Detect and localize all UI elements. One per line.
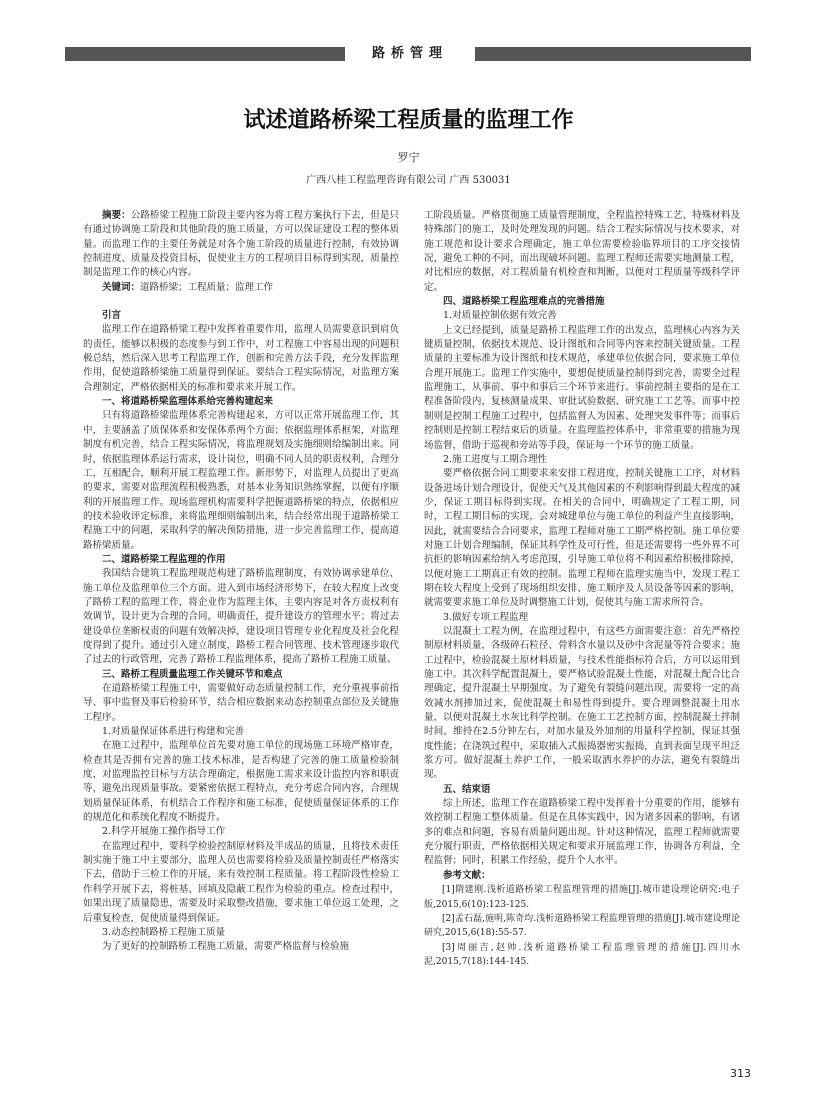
- paragraph: 综上所述，监理工作在道路桥梁工程中发挥着十分重要的作用，能够有效控制工程施工整体质量。但是在具体实践中，因为诸多因素的影响，有诸多的难点和问题，容易有质量问题出现。针对这种情况，监理工程师就需要充分履行职责，严格依据相关规定和要求开展监理工作，协调各方利益，全程监督；同时，积累工作经验，提升个人水平。: [424, 798, 740, 867]
- heading-section-1: 一、将道路桥梁监理体系给完善构建起来: [102, 396, 274, 408]
- subheading: 2.施工进度与工期合理性: [443, 453, 548, 465]
- paragraph: 上文已经提到，质量是路桥工程监理工作的出发点，监理核心内容为关键质量控制，依据技术规范、设计图纸和合同等内容来控制关键质量。工程质量的主要标准为设计图纸和技术规范，承建单位依据合同，要求施工单位合理开展施工。监理工作实施中，要想促使质量控制得到完善，需要全过程监理施工，从事前、事中和事后三个环节来进行。事前控制主要指的是在工程准备阶段内，复核测量成果、审批试验数据、研究施工工艺等。而事中控制则是控制工程施工过程中，包括监督人为因素、处理突发事件等；而事后控制则是控制工程结束后的质量。在监理监控体系中，非常重要的措施为现场监督，借助于巡视和旁站等手段，保证每一个环节的施工质量。: [424, 324, 740, 451]
- paragraph: 在监理过程中，要科学检验控制原材料及半成品的质量，且将技术责任制实施于施工中主要部分，监理人员也需要将检验及质量控制责任严格落实下去，借助于三检工作的开展，来有效控制工程质量。将工程阶段性检验工作科学开展下去，将桩基、回填及隐蔽工程作为检验的重点。检查过程中，如果出现了质量隐患，需要及时采取整改措施，要求施工单位返工处理，之后重复检查，促使质量得到保证。: [83, 840, 399, 924]
- right-column: [424, 209, 740, 969]
- reference-item: [3]周丽吉,赵帅.浅析道路桥梁工程监理管理的措施[J].四川水泥,2015,7(18):144-145.: [424, 942, 740, 967]
- paragraph: 我国结合建筑工程监理规范构建了路桥监理制度，有效协调承建单位、施工单位及监理单位三个方面。进入到市场经济形势下，在较大程度上改变了路桥工程的监理工作，将企业作为监理主体，主要内容是对各方责权利有效调节，设计更为合理的合同，明确责任，提升建设方的管理水平；将过去建设单位垄断权责的问题有效解决掉，建设项目管理专业化程度及社会化程度得到了提升。通过引入建立制度，路桥工程合同管理、技术管理逐步取代了过去的行政管理，完善了路桥工程监理体系，提高了路桥工程施工质量。: [83, 568, 399, 666]
- affiliation: 广西八桂工程监理咨询有限公司 广西 530031: [306, 175, 511, 186]
- paragraph: 在施工过程中，监理单位首先要对施工单位的现场施工环境严格审查，检查其是否拥有完善的施工技术标准，是否构建了完善的施工质量检验制度，对监理监控目标与方法合理确定，根据施工需求来设计监控内容和职责等，避免出现质量事故。要紧密依据工程特点，充分考虑合同内容，合理规划质量保证体系，有机结合工作程序和施工标准，促使质量保证体系的工作的规范化和系统化程度不断提升。: [83, 740, 399, 824]
- paragraph: 以混凝土工程为例，在监理过程中，有这些方面需要注意：首先严格控制原材料质量，各级碎石粒径、骨料含水量以及砂中含泥量等符合要求；施工过程中，检验混凝土原材料质量，与技术性能指标符合后，方可以运用到施工中。其次科学配置混凝土，要严格试验混凝土性能，对混凝土配合比合理确定，提升混凝土早期强度。为了避免有裂缝问题出现，需要将一定的高效减水剂掺加过来，促使混凝土和易性得到提升。要合理调整混凝土用水量，以便对混凝土水灰比科学控制。在施工工艺控制方面，控制混凝土拌制时间，维持在2.5分钟左右，对加水量及外加剂的用量科学控制，保证其强度性能；在浇筑过程中，采取插入式振捣器密实振捣，直到表面呈现平坦泛浆方可。做好混凝土养护工作，一般采取洒水养护的办法，避免有裂缝出现。: [424, 625, 740, 781]
- paragraph: 为了更好的控制路桥工程施工质量，需要严格监督与检验施: [102, 941, 350, 953]
- heading-section-4: 四、道路桥梁工程监理难点的完善措施: [443, 296, 605, 308]
- section-label: 路桥管理: [345, 44, 475, 64]
- reference-item: [2]孟石磊,施明,陈奇均.浅析道路桥梁工程监理管理的措施[J].城市建设理论研究,2015,6(18):55-57.: [424, 913, 740, 939]
- heading-section-3: 三、路桥工程质量监理工作关键环节和难点: [102, 668, 283, 680]
- heading-section-2: 二、道路桥梁工程监理的作用: [102, 553, 226, 565]
- paragraph: 只有将道路桥梁监理体系完善构建起来，方可以正常开展监理工作，其中，主要涵盖了质保体系和安保体系两个方面；依据监理体系框架，对监理制度有机完善，结合工程实际情况，将监理规划及实施细则给编制出来。同时，依据监理体系运行需求，设计岗位，明确不同人员的职责权利，合理分工，互相配合，顺利开展工程监理工作。新形势下，对监理人员提出了更高的要求，需要对监理流程积极熟悉，对基本业务知识熟练掌握，以便有序顺利的开展监理工作。现场监理机构需要科学把握道路桥梁的特点，依据相应的技术验收评定标准，来将监理细则编制出来，结合经常出现于道路桥梁工程施工中的问题，采取科学的解决预防措施，进一步完善监理工作，提高道路桥梁质量。: [83, 410, 399, 551]
- subheading: 1.对质量控制依据有效完善: [443, 310, 557, 322]
- subheading: 2.科学开展施工操作指导工作: [102, 826, 226, 838]
- left-column: [83, 209, 399, 955]
- paragraph: 工阶段质量。严格贯彻施工质量管理制度，全程监控特殊工艺、特殊材料及特殊部门的施工，及时处理发现的问题。结合工程实际情况与技术要求，对施工规范和设计要求合理确定，施工单位需要检验临界项目的工序交接情况，避免工种的不同，而出现破坏问题。监理工程师还需要实地测量工程，对比相应的数据，对工程质量有机检查和判断，以便对工程质量等级科学评定。: [424, 210, 740, 293]
- article-title: 试述道路桥梁工程质量的监理工作: [243, 108, 574, 133]
- heading-section-5: 五、结束语: [443, 783, 491, 795]
- subheading: 3.做好专项工程监理: [443, 611, 529, 623]
- abstract: 摘要：公路桥梁工程施工阶段主要内容为将工程方案执行下去，但是只有通过协调施工阶段和其他阶段的施工质量，方可以保证建设工程的整体质量。而监理工作的主要任务就是对各个施工阶段的质量进行控制，有效协调控制进度、质量及投资目标，促使业主方的工程项目目标得到实现，质量控制是监理工作的核心内容。: [83, 210, 399, 279]
- heading-intro: 引言: [102, 310, 122, 322]
- paragraph: 要严格依据合同工期要求来安排工程进度，控制关键施工工序，对材料设备进场计划合理设计，促使天气及其他因素的不利影响得到最大程度的减少，保证工期目标得到实现。在相关的合同中，明确规定了工程工期，同时，工程工期目标的实现，会对城建单位与施工单位的利益产生直接影响，因此，就需要结合合同要求，监理工程师对施工工期严格控制。施工单位要对施工计划合理编制，保证其科学性及可行性，但是还需要将一些外界不可抗拒的影响因素给纳入考虑范围，引导施工单位将不利因素给积极排除掉，以便对施工工期真正有效的控制。监理工程师在监理实施当中，发现工程工期在较大程度上受到了现场组织安排、施工顺序及人员设备等因素的影响，就需要要求施工单位及时调整施工计划，促使其与施工需求所符合。: [424, 468, 740, 609]
- author: 罗宁: [397, 151, 420, 164]
- keywords: 关键词：道路桥梁；工程质量；监理工作: [102, 281, 274, 293]
- paragraph: 在道路桥梁工程施工中，需要做好动态质量控制工作，充分重视事前指导、事中监督及事后检验环节，结合相应数据来动态控制重点部位及关键施工程序。: [83, 683, 399, 723]
- subheading: 3.动态控制路桥工程施工质量: [102, 926, 226, 938]
- subheading: 1.对质量保证体系进行构建和完善: [102, 726, 245, 738]
- page-number: 313: [730, 1067, 751, 1080]
- references-title: 参考文献：: [443, 869, 491, 881]
- paragraph: 监理工作在道路桥梁工程中发挥着重要作用，监理人员需要意识到肩负的责任，能够以积极的态度参与到工作中，对工程施工中容易出现的问题积极总结，然后深入思考工程监理工作，创新和完善方法手段，充分发挥监理作用，促使道路桥梁施工质量得到保证。要结合工程实际情况，对监理方案合理制定，严格依据相关的标准和要求来开展工作。: [83, 324, 399, 393]
- reference-item: [1]隋建刚.浅析道路桥梁工程监理管理的措施[J].城市建设理论研究:电子版,2015,6(10):123-125.: [424, 885, 740, 910]
